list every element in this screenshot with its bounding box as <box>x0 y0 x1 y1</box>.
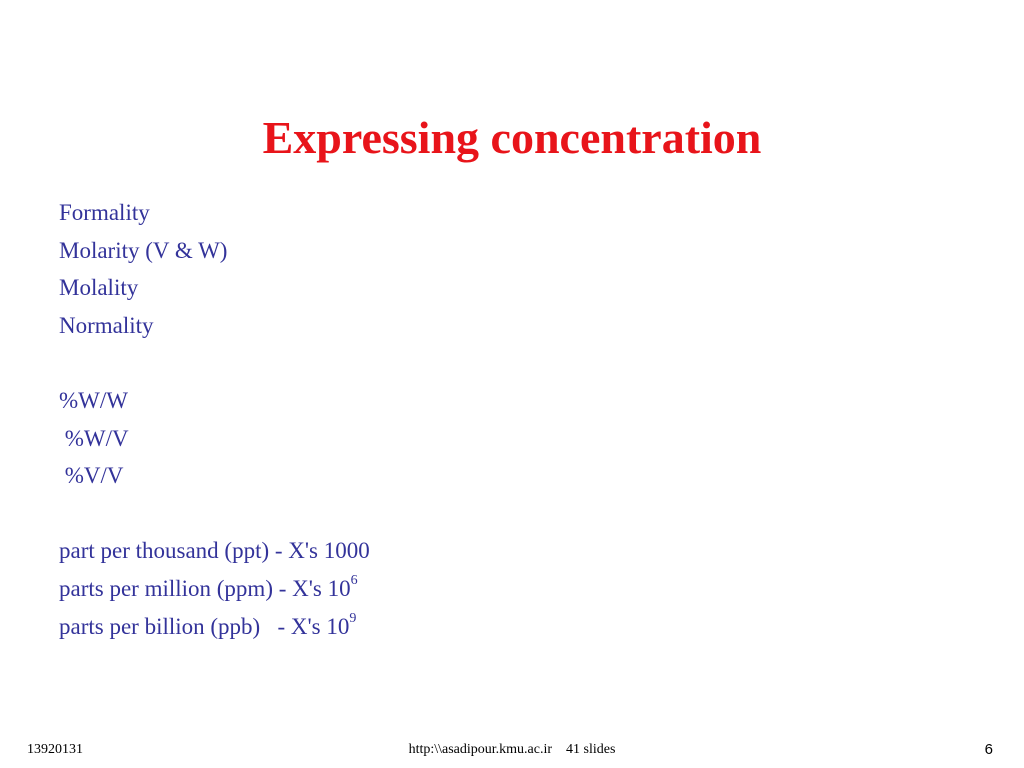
list-spacer <box>59 495 959 533</box>
list-item-text: Formality <box>59 200 150 225</box>
list-item-molarity <box>59 232 959 270</box>
exponent: 9 <box>349 610 357 626</box>
list-item-percent-w-w <box>59 382 959 420</box>
list-item-text: parts per million (ppm) - X's 10 <box>59 575 351 601</box>
list-item-text: Normality <box>59 312 154 338</box>
exponent: 6 <box>350 573 358 589</box>
list-spacer <box>59 344 959 382</box>
list-item-ppm <box>59 570 959 608</box>
slide-number: 6 <box>984 741 993 758</box>
slide-title: Expressing concentration <box>262 112 762 163</box>
list-item-text: part per thousand (ppt) - X's 1000 <box>59 538 370 564</box>
concentration-list <box>59 194 959 645</box>
list-item-text: %V/V <box>59 463 124 489</box>
list-item-text: %W/W <box>59 387 128 413</box>
list-item-text: Molarity (V & W) <box>59 237 228 263</box>
list-item-normality <box>59 307 959 345</box>
list-item-text: Molality <box>59 275 139 301</box>
list-item-percent-w-v <box>59 420 959 458</box>
list-item-text: %W/V <box>59 425 129 451</box>
list-item-ppt <box>59 532 959 570</box>
list-item-formality <box>59 194 959 232</box>
list-item-ppb <box>59 608 959 646</box>
list-item-text: parts per billion (ppb) - X's 10 <box>59 613 350 639</box>
footer-url-slide-count: http:\\asadipour.kmu.ac.ir 41 slides <box>408 742 616 757</box>
list-item-molality <box>59 269 959 307</box>
footer-date: 13920131 <box>27 742 83 757</box>
list-item-percent-v-v <box>59 457 959 495</box>
